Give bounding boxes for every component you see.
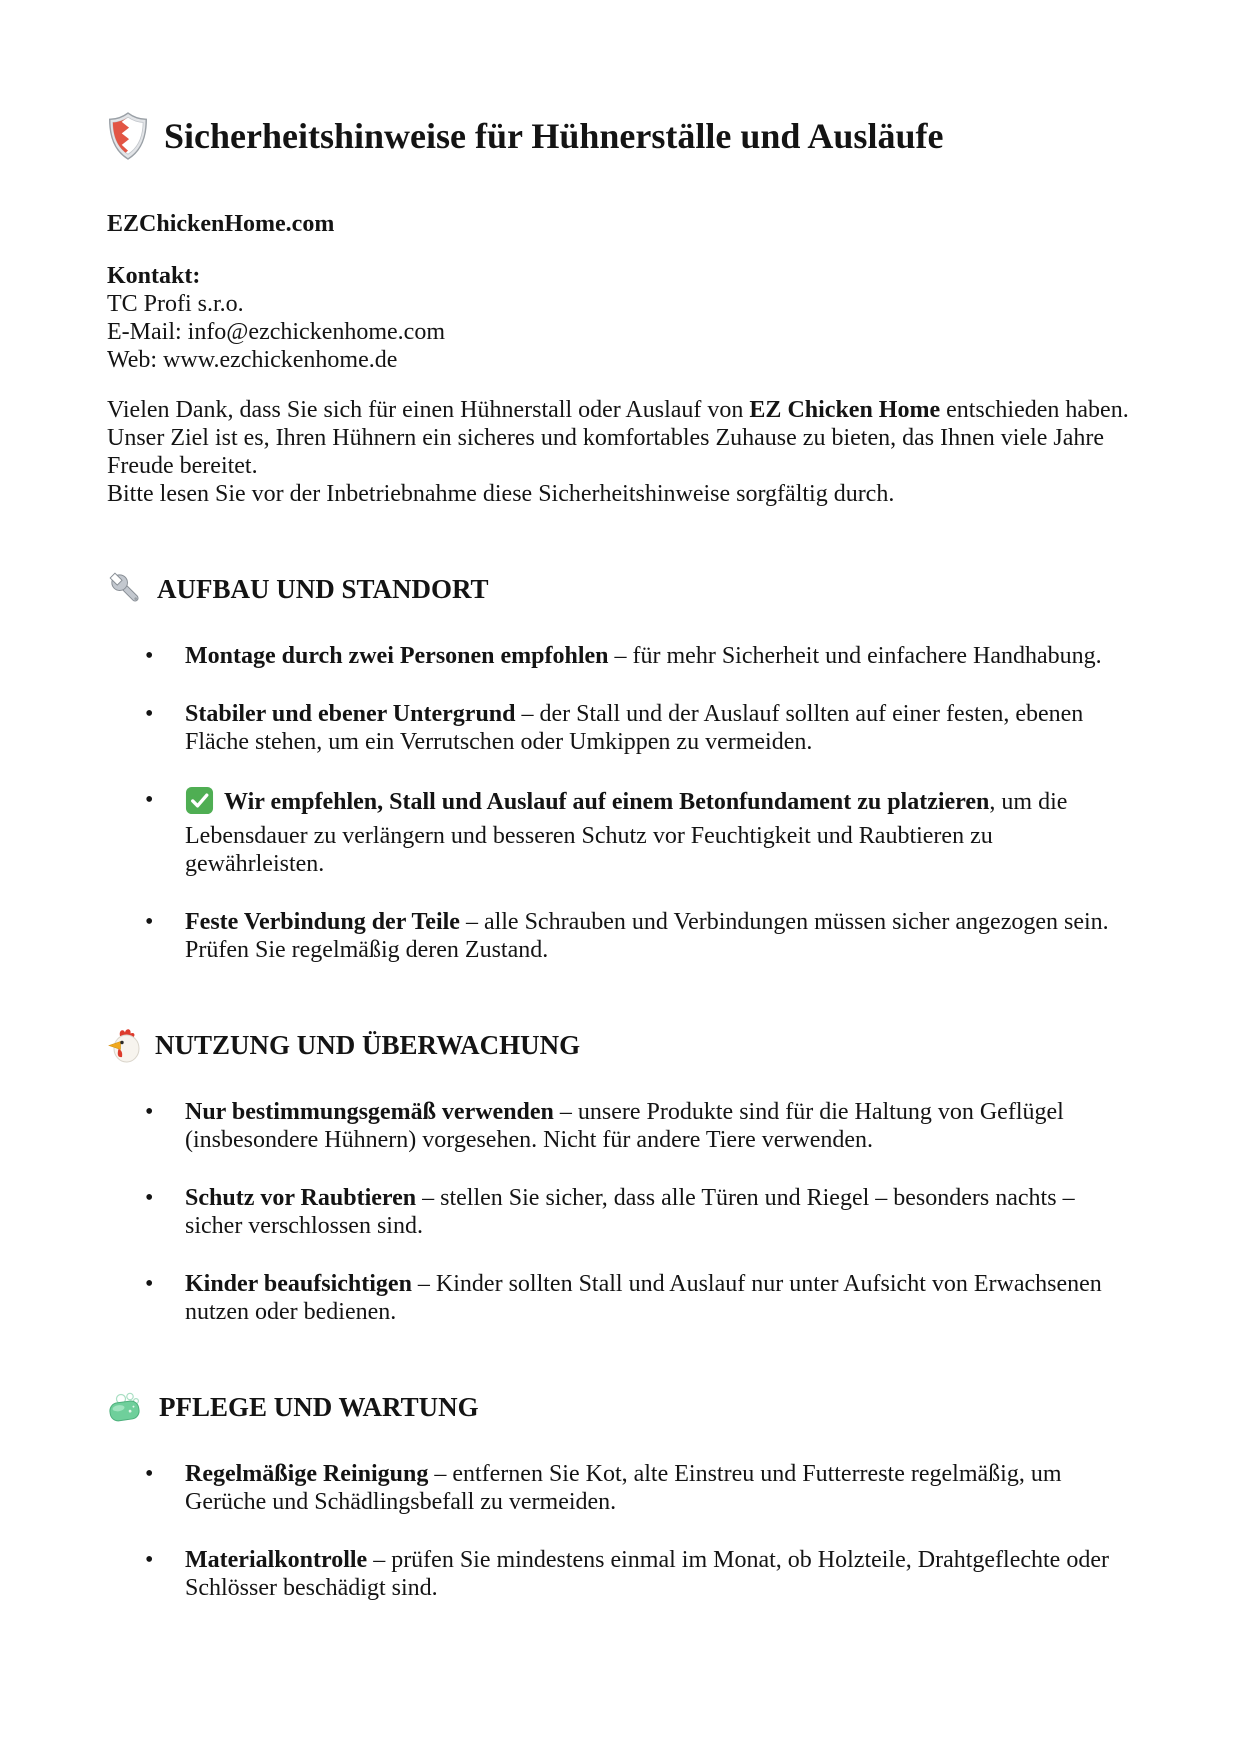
bullet-rest: – der Stall und der Auslauf sollten auf einer festen, ebenen Fläche stehen, um ein Verrutschen oder Umkippen zu vermeiden. bbox=[185, 701, 1084, 755]
bullet-bold: Schutz vor Raubtieren bbox=[185, 1185, 417, 1211]
bullet-bold: Stabiler und ebener Untergrund bbox=[185, 701, 516, 727]
intro-brand-bold: EZ Chicken Home bbox=[749, 397, 941, 423]
intro-text-before: Vielen Dank, dass Sie sich für einen Hühnerstall oder Auslauf von bbox=[107, 397, 750, 423]
chicken-icon bbox=[107, 1026, 143, 1064]
bullet-marker: • bbox=[145, 701, 154, 727]
bullet-marker: • bbox=[145, 1099, 154, 1125]
bullet-marker: • bbox=[145, 909, 154, 935]
bullet-marker: • bbox=[145, 1185, 154, 1211]
check-mark-icon bbox=[185, 786, 214, 822]
list-item bbox=[107, 908, 1137, 964]
soap-icon bbox=[107, 1390, 147, 1424]
bullet-marker: • bbox=[145, 787, 154, 813]
intro-paragraph bbox=[107, 396, 1137, 480]
bullet-text bbox=[185, 786, 1137, 878]
page-title-text: Sicherheitshinweise für Hühnerställe und Ausläufe bbox=[164, 116, 944, 156]
section-title: NUTZUNG UND ÜBERWACHUNG bbox=[155, 1030, 581, 1060]
intro-note: Bitte lesen Sie vor der Inbetriebnahme diese Sicherheitshinweise sorgfältig durch. bbox=[107, 481, 895, 507]
list-item bbox=[107, 1546, 1137, 1602]
page-title bbox=[107, 112, 1137, 160]
bullet-marker: • bbox=[145, 1271, 154, 1297]
contact-company: TC Profi s.r.o. bbox=[107, 291, 244, 317]
bullet-text bbox=[185, 642, 1137, 670]
contact-label: Kontakt: bbox=[107, 263, 201, 289]
section-heading-nutzung bbox=[107, 1022, 1137, 1068]
bullet-list-aufbau bbox=[107, 642, 1137, 964]
bullet-rest: – stellen Sie sicher, dass alle Türen und Riegel – besonders nachts – sicher verschlossen sind. bbox=[185, 1185, 1075, 1239]
list-item bbox=[107, 786, 1137, 878]
contact-email: E-Mail: info@ezchickenhome.com bbox=[107, 319, 445, 345]
bullet-text bbox=[185, 1270, 1137, 1326]
list-item bbox=[107, 1270, 1137, 1326]
contact-web: Web: www.ezchickenhome.de bbox=[107, 347, 398, 373]
bullet-bold: Nur bestimmungsgemäß verwenden bbox=[185, 1099, 554, 1125]
bullet-rest: – Kinder sollten Stall und Auslauf nur unter Aufsicht von Erwachsenen nutzen oder bedienen. bbox=[185, 1271, 1102, 1325]
bullet-marker: • bbox=[145, 1547, 154, 1573]
bullet-marker: • bbox=[145, 1461, 154, 1487]
bullet-bold: Materialkontrolle bbox=[185, 1547, 368, 1573]
list-item bbox=[107, 1184, 1137, 1240]
section-heading-pflege bbox=[107, 1384, 1137, 1430]
bullet-marker: • bbox=[145, 643, 154, 669]
bullet-list-nutzung bbox=[107, 1098, 1137, 1326]
section-title: AUFBAU UND STANDORT bbox=[157, 574, 489, 604]
bullet-rest: , um die Lebensdauer zu verlängern und besseren Schutz vor Feuchtigkeit und Raubtieren zu gewährleisten. bbox=[185, 789, 1068, 877]
bullet-bold: Regelmäßige Reinigung bbox=[185, 1461, 429, 1487]
bullet-list-pflege bbox=[107, 1460, 1137, 1602]
wrench-icon bbox=[107, 570, 145, 608]
bullet-text bbox=[185, 1460, 1137, 1516]
bullet-rest: – alle Schrauben und Verbindungen müssen sicher angezogen sein. Prüfen Sie regelmäßig deren Zustand. bbox=[185, 909, 1109, 963]
bullet-bold: Kinder beaufsichtigen bbox=[185, 1271, 412, 1297]
contact-block bbox=[107, 262, 1137, 374]
intro-text-after: entschieden haben. Unser Ziel ist es, Ihren Hühnern ein sicheres und komfortables Zuhause zu bieten, das Ihnen viele Jahre Freude bereitet. bbox=[107, 397, 1129, 479]
section-heading-aufbau bbox=[107, 566, 1137, 612]
bullet-text bbox=[185, 1098, 1137, 1154]
bullet-bold: Montage durch zwei Personen empfohlen bbox=[185, 643, 609, 669]
list-item bbox=[107, 700, 1137, 756]
bullet-rest: – prüfen Sie mindestens einmal im Monat, ob Holzteile, Drahtgeflechte oder Schlösser beschädigt sind. bbox=[185, 1547, 1109, 1601]
bullet-bold: Feste Verbindung der Teile bbox=[185, 909, 460, 935]
list-item bbox=[107, 642, 1137, 670]
intro-block bbox=[107, 396, 1137, 508]
section-title: PFLEGE UND WARTUNG bbox=[159, 1392, 479, 1422]
bullet-bold: Wir empfehlen, Stall und Auslauf auf einem Betonfundament zu platzieren bbox=[224, 789, 990, 815]
bullet-text bbox=[185, 1184, 1137, 1240]
list-item bbox=[107, 1460, 1137, 1516]
bullet-rest: – unsere Produkte sind für die Haltung von Geflügel (insbesondere Hühnern) vorgesehen. Nicht für andere Tiere verwenden. bbox=[185, 1099, 1064, 1153]
shield-icon bbox=[107, 112, 149, 160]
list-item bbox=[107, 1098, 1137, 1154]
bullet-rest: – entfernen Sie Kot, alte Einstreu und Futterreste regelmäßig, um Gerüche und Schädlingsbefall zu vermeiden. bbox=[185, 1461, 1062, 1515]
bullet-text bbox=[185, 908, 1137, 964]
bullet-text bbox=[185, 700, 1137, 756]
bullet-text bbox=[185, 1546, 1137, 1602]
bullet-rest: – für mehr Sicherheit und einfachere Handhabung. bbox=[608, 643, 1102, 669]
brand-name: EZChickenHome.com bbox=[107, 211, 335, 237]
